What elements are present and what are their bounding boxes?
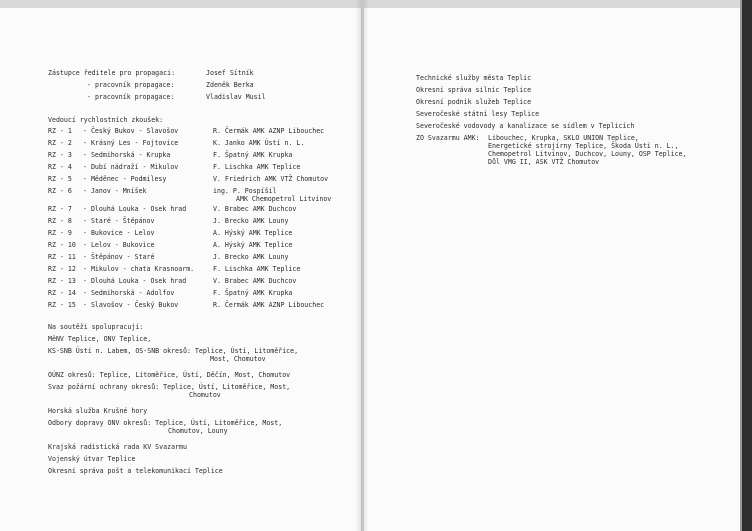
test-code: RZ - 12 xyxy=(48,265,76,273)
test-leader: V. Brabec AMK Duchcov xyxy=(213,205,297,213)
org-line: Technické služby města Teplic xyxy=(416,74,532,82)
test-route: - Český Bukov - Slavošov xyxy=(83,127,179,135)
test-code: RZ - 3 xyxy=(48,151,72,159)
test-leader: A. Hýský AMK Teplice xyxy=(213,229,293,237)
test-leader: F. Špatný AMK Krupka xyxy=(213,289,293,297)
test-route: - Janov - Mníšek xyxy=(83,187,147,195)
test-leader: K. Janko AMK Ústí n. L. xyxy=(213,139,305,147)
test-leader: V. Brabec AMK Duchcov xyxy=(213,277,297,285)
promo-name: Josef Sítník xyxy=(206,69,254,77)
book-spine-shadow xyxy=(355,0,369,531)
test-leader: J. Brecko AMK Louny xyxy=(213,253,289,261)
test-route: - Měděnec - Podmilesy xyxy=(83,175,167,183)
test-leader: R. Čermák AMK AZNP Libouchec xyxy=(213,127,325,135)
test-route: - Dubí nádraží - Mikulov xyxy=(83,163,179,171)
test-code: RZ - 11 xyxy=(48,253,76,261)
test-route: - Slavošov - Český Bukov xyxy=(83,301,179,309)
test-route: - Dlouhá Louka - Osek hrad xyxy=(83,205,187,213)
test-route: - Staré - Štěpánov xyxy=(83,217,155,225)
promo-role: Zástupce ředitele pro propagaci: xyxy=(48,69,176,77)
test-code: RZ - 2 xyxy=(48,139,72,147)
test-code: RZ - 4 xyxy=(48,163,72,171)
test-code: RZ - 13 xyxy=(48,277,76,285)
svazarm-line: Libouchec, Krupka, SKLO UNION Teplice, xyxy=(488,134,639,142)
coop-line: KS-SNB Ústí n. Labem, OS-SNB okresů: Teplice, Ústí, Litoměřice, xyxy=(48,347,299,355)
test-leader: V. Friedrich AMK VTŽ Chomutov xyxy=(213,175,329,183)
test-route: - Sedmihorská - Krupka xyxy=(83,151,171,159)
test-route: - Krásný Les - Fojtovice xyxy=(83,139,179,147)
test-leader: F. Lischka AMK Teplice xyxy=(213,265,301,273)
org-line: Okresní správa silnic Teplice xyxy=(416,86,532,94)
svazarm-line: Důl VMG II, ASK VTŽ Chomutov xyxy=(488,158,600,166)
org-line: Okresní podnik služeb Teplice xyxy=(416,98,532,106)
org-line: Severočeské vodovody a kanalizace se sídlem v Teplicích xyxy=(416,122,635,130)
test-leader: R. Čermák AMK AZNP Libouchec xyxy=(213,301,325,309)
coop-line: Odbory dopravy ONV okresů: Teplice, Ústí, Litoměřice, Most, xyxy=(48,419,283,427)
test-route: - Mikulov - chata Krasnoarm. xyxy=(83,265,195,273)
scan-edge xyxy=(742,0,752,531)
promo-name: Zdeněk Berka xyxy=(206,81,254,89)
test-route: - Dlouhá Louka - Osek hrad xyxy=(83,277,187,285)
coop-line-cont: Chomutov, Louny xyxy=(168,427,228,435)
coop-line: Vojenský útvar Teplice xyxy=(48,455,136,463)
promo-name: Vladislav Musil xyxy=(206,93,266,101)
test-code: RZ - 10 xyxy=(48,241,76,249)
test-leader: F. Špatný AMK Krupka xyxy=(213,151,293,159)
test-leader: ing. P. Pospíšil xyxy=(213,187,277,195)
test-leader: J. Brecko AMK Louny xyxy=(213,217,289,225)
left-page xyxy=(0,8,362,531)
coop-line: Okresní správa pošt a telekomunikací Teplice xyxy=(48,467,223,475)
svazarm-line: Chemopetrol Litvínov, Duchcov, Louny, OSP Teplice, xyxy=(488,150,687,158)
test-code: RZ - 14 xyxy=(48,289,76,297)
test-code: RZ - 15 xyxy=(48,301,76,309)
test-code: RZ - 8 xyxy=(48,217,72,225)
coop-line-cont: Chomutov xyxy=(189,391,221,399)
test-route: - Lelov - Bukovice xyxy=(83,241,155,249)
test-code: RZ - 5 xyxy=(48,175,72,183)
right-page xyxy=(364,8,742,531)
promo-role: - pracovník propagace: xyxy=(87,81,175,89)
test-route: - Bukovice - Lelov xyxy=(83,229,155,237)
org-line: Severočeské státní lesy Teplice xyxy=(416,110,540,118)
svazarm-line: Energetické strojírny Teplice, Škoda Ústí n. L., xyxy=(488,142,679,150)
coop-line: Krajská radistická rada KV Svazarmu xyxy=(48,443,187,451)
promo-role: - pracovník propagace: xyxy=(87,93,175,101)
coop-line: Horská služba Krušné hory xyxy=(48,407,148,415)
test-code: RZ - 1 xyxy=(48,127,72,135)
coop-line: Svaz požární ochrany okresů: Teplice, Ústí, Litoměřice, Most, xyxy=(48,383,291,391)
test-leader: A. Hýský AMK Teplice xyxy=(213,241,293,249)
test-leader-club: AMK Chemopetrol Litvínov xyxy=(236,195,332,203)
test-route: - Štěpánov - Staré xyxy=(83,253,155,261)
coop-line-cont: Most, Chomutov xyxy=(210,355,266,363)
test-route: - Sedmihorská - Adolfov xyxy=(83,289,175,297)
test-leader: F. Lischka AMK Teplice xyxy=(213,163,301,171)
test-code: RZ - 9 xyxy=(48,229,72,237)
test-code: RZ - 6 xyxy=(48,187,72,195)
coop-heading: Na soutěži spolupracují: xyxy=(48,323,144,331)
coop-line: MěNV Teplice, ONV Teplice, xyxy=(48,335,152,343)
svazarm-label: ZO Svazarmu AMK: xyxy=(416,134,480,142)
test-code: RZ - 7 xyxy=(48,205,72,213)
coop-line: OÚNZ okresů: Teplice, Litoměřice, Ústí, Děčín, Most, Chomutov xyxy=(48,371,291,379)
tests-heading: Vedoucí rychlostních zkoušek: xyxy=(48,116,164,124)
